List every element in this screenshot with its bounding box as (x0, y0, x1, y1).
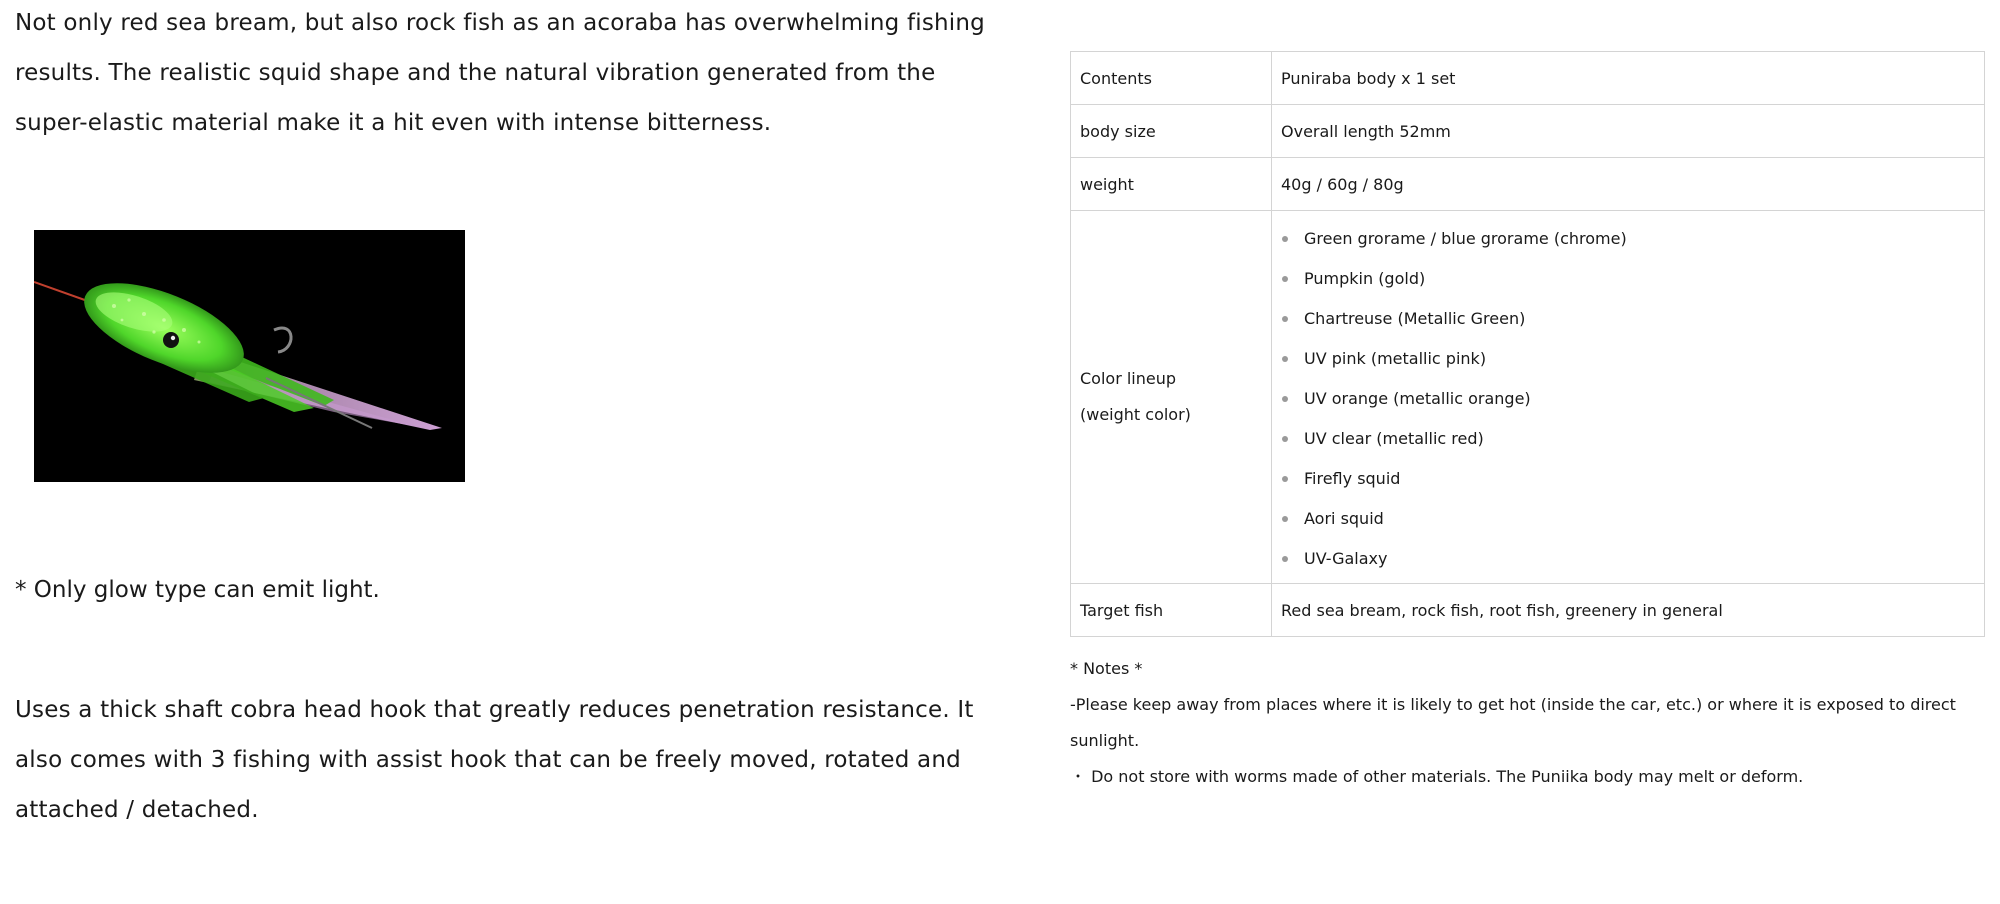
body-size-label: body size (1071, 105, 1272, 158)
list-item: Green grorame / blue grorame (chrome) (1281, 219, 1975, 259)
contents-value: Puniraba body x 1 set (1272, 52, 1985, 105)
list-item: Chartreuse (Metallic Green) (1281, 299, 1975, 339)
color-list (1281, 211, 1975, 583)
weight-label: weight (1071, 158, 1272, 211)
list-item: Pumpkin (gold) (1281, 259, 1975, 299)
weight-value: 40g / 60g / 80g (1272, 158, 1985, 211)
list-item: UV clear (metallic red) (1281, 419, 1975, 459)
target-fish-label: Target fish (1071, 584, 1272, 637)
table-row-weight (1071, 158, 1985, 211)
spec-section (1070, 51, 1985, 795)
color-lineup-label (1071, 211, 1272, 584)
hook-paragraph: Uses a thick shaft cobra head hook that greatly reduces penetration resistance. It also comes with 3 fishing with assist hook that can be freely moved, rotated and attached / detached. (15, 697, 974, 823)
table-row-target-fish (1071, 584, 1985, 637)
table-row-color-lineup (1071, 211, 1985, 584)
body-size-value: Overall length 52mm (1272, 105, 1985, 158)
color-lineup-label-line2: (weight color) (1080, 405, 1191, 424)
color-lineup-label-line1: Color lineup (1080, 369, 1177, 388)
list-item: Firefly squid (1281, 459, 1975, 499)
spec-table (1070, 51, 1985, 637)
list-item: UV-Galaxy (1281, 539, 1975, 579)
squid-lure-image (34, 230, 465, 482)
table-row-body-size (1071, 105, 1985, 158)
list-item: Aori squid (1281, 499, 1975, 539)
intro-paragraph: Not only red sea bream, but also rock fish as an acoraba has overwhelming fishing results. The realistic squid shape and the natural vibration generated from the super-elastic material make it a hit even with intense bitterness. (15, 10, 985, 136)
notes-line-2: ・ Do not store with worms made of other materials. The Puniika body may melt or deform. (1070, 767, 1804, 786)
squid-lure-illustration (34, 230, 465, 482)
notes-section (1070, 651, 1985, 795)
list-item: UV pink (metallic pink) (1281, 339, 1975, 379)
color-lineup-value (1272, 211, 1985, 584)
table-row-contents (1071, 52, 1985, 105)
notes-line-1: -Please keep away from places where it is likely to get hot (inside the car, etc.) or where it is exposed to direct sunlight. (1070, 695, 1956, 750)
list-item: UV orange (metallic orange) (1281, 379, 1975, 419)
contents-label: Contents (1071, 52, 1272, 105)
glow-type-note: * Only glow type can emit light. (15, 577, 380, 603)
target-fish-value: Red sea bream, rock fish, root fish, greenery in general (1272, 584, 1985, 637)
notes-heading: * Notes * (1070, 659, 1143, 678)
